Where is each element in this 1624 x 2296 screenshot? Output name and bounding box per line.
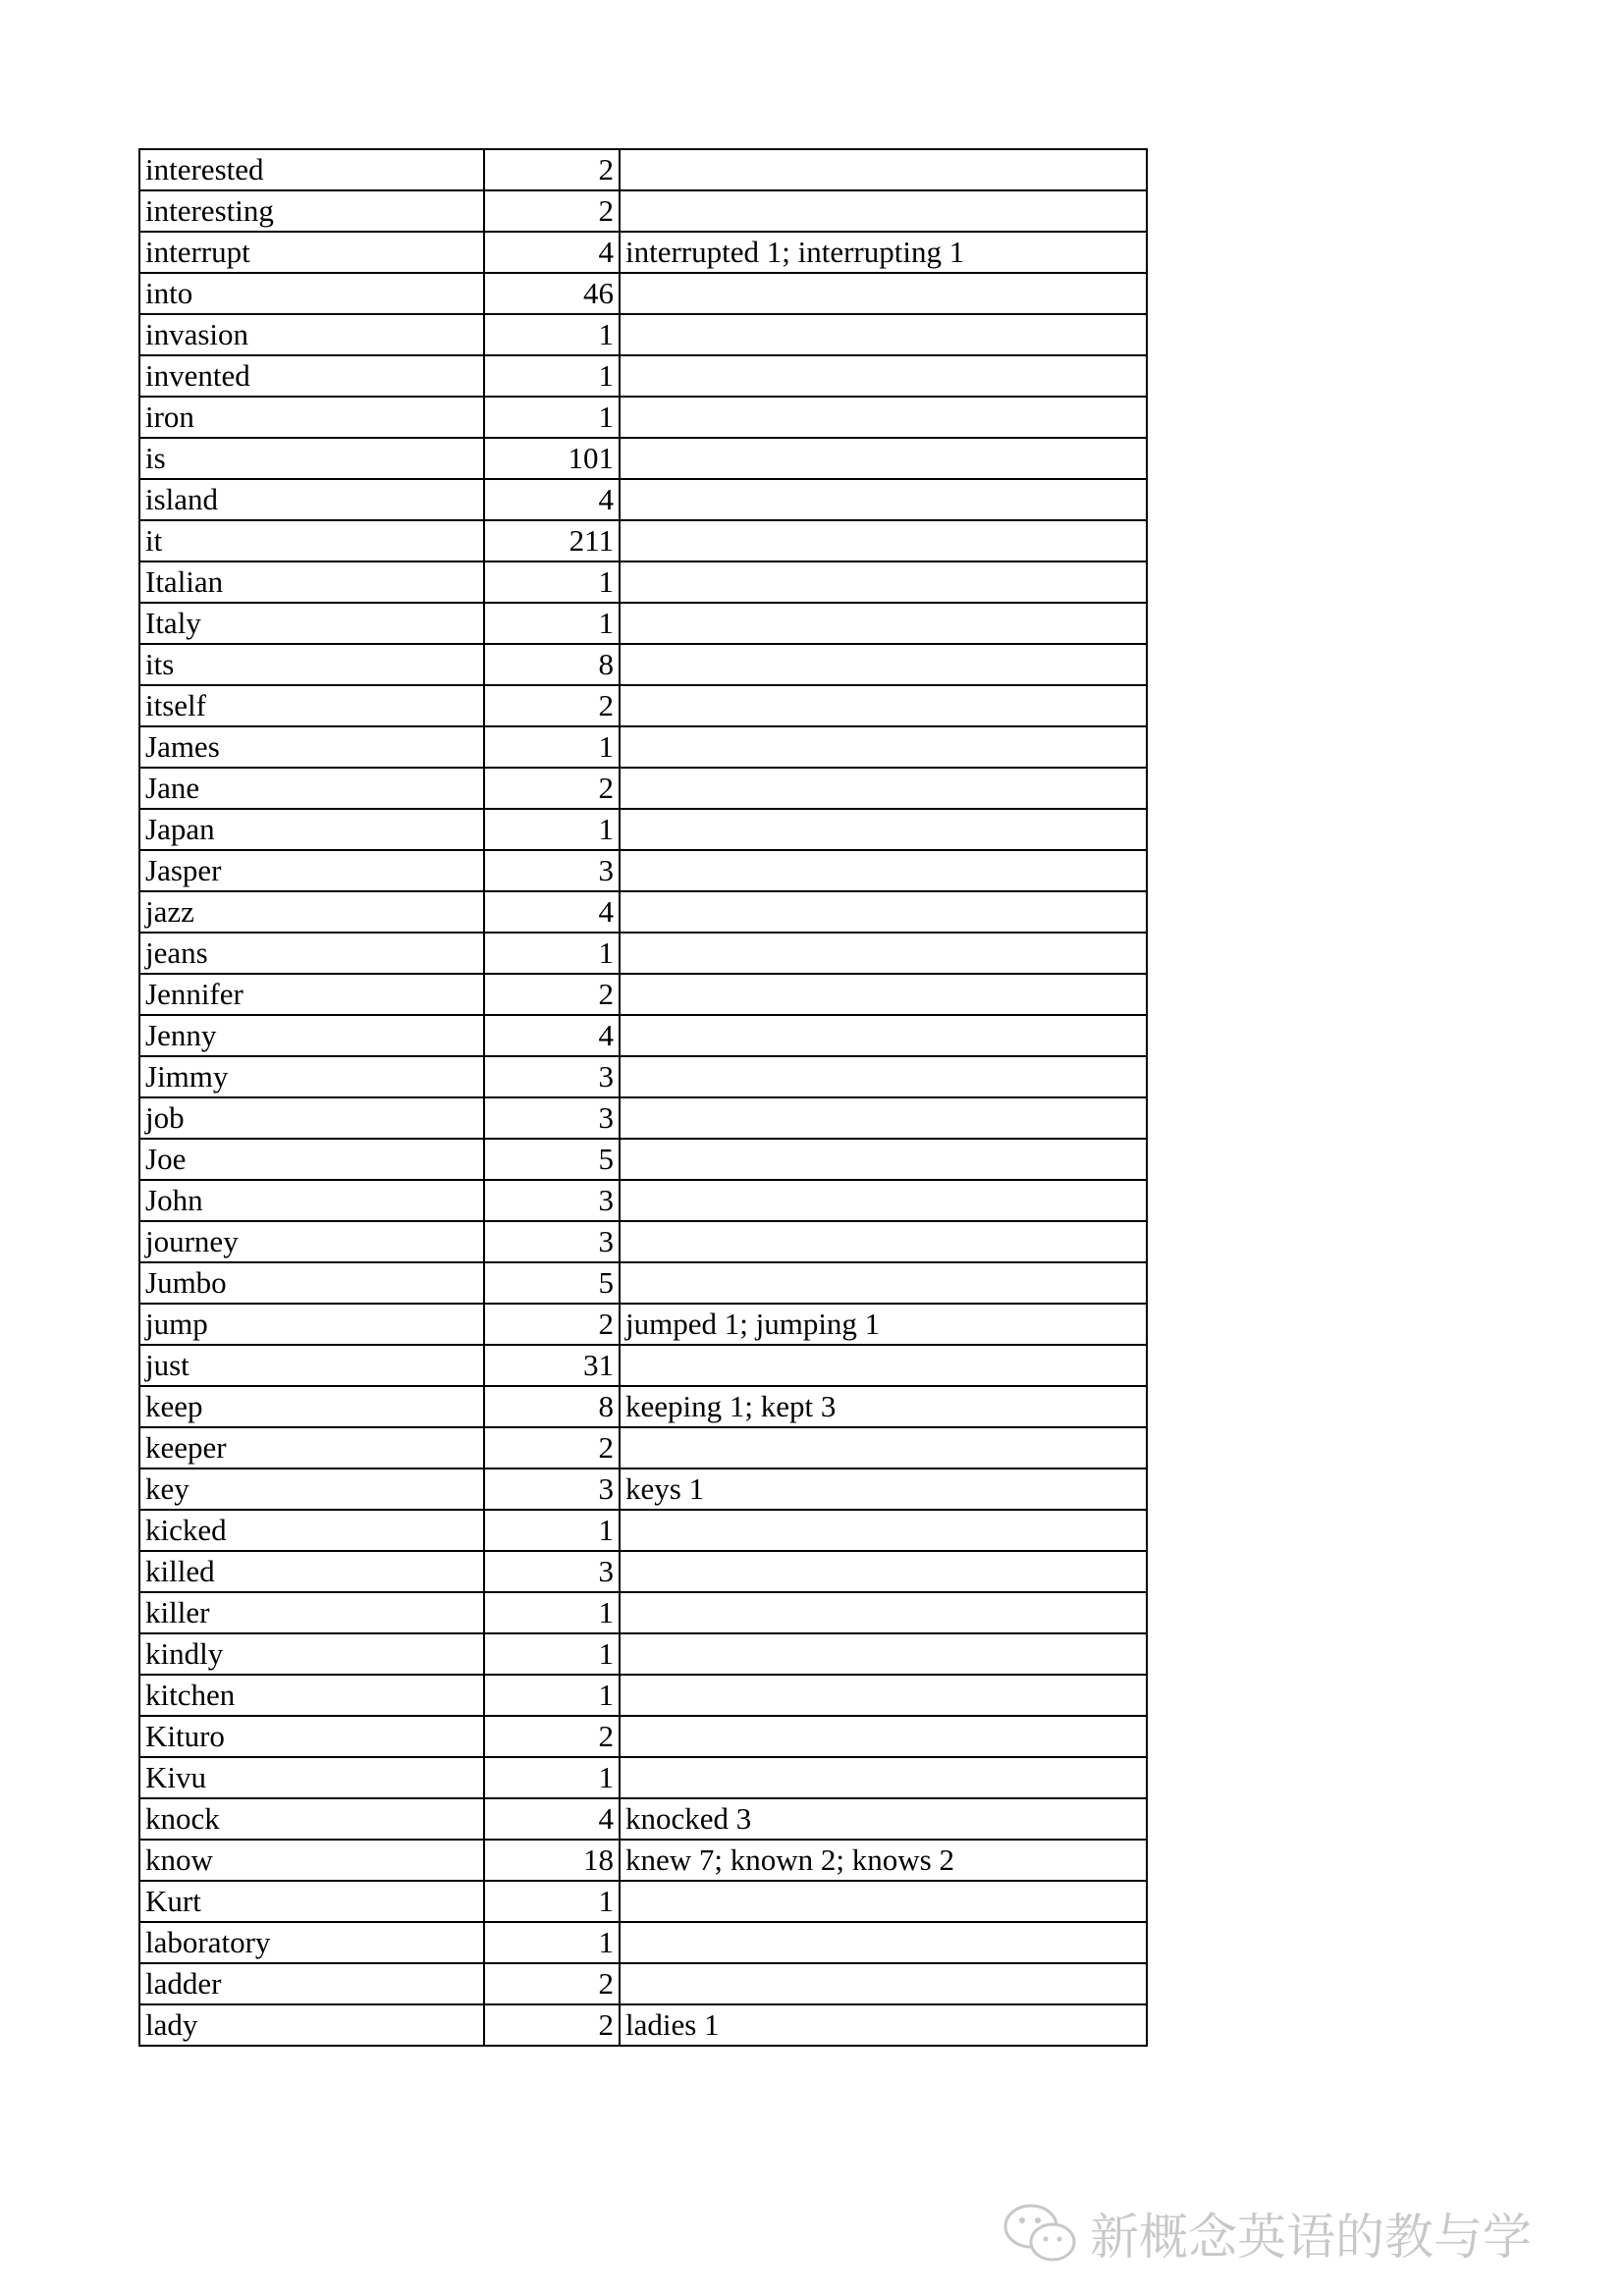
forms-cell [620,891,1147,933]
count-cell: 1 [484,726,620,768]
table-row [139,1798,1147,1840]
word-cell: itself [139,685,484,726]
count-cell: 3 [484,850,620,891]
table-row [139,1510,1147,1551]
word-cell: lady [139,2004,484,2046]
forms-cell [620,1015,1147,1056]
word-cell: interrupt [139,232,484,273]
count-cell: 4 [484,479,620,520]
table-row [139,355,1147,397]
table-row [139,768,1147,809]
forms-cell [620,355,1147,397]
count-cell: 46 [484,273,620,314]
table-row [139,314,1147,355]
table-row [139,1056,1147,1097]
table-row [139,1180,1147,1221]
count-cell: 101 [484,438,620,479]
forms-cell [620,1056,1147,1097]
watermark-text: 新概念英语的教与学 [1090,2209,1532,2266]
count-cell: 18 [484,1840,620,1881]
count-cell: 5 [484,1139,620,1180]
table-row [139,561,1147,603]
table-row [139,1963,1147,2004]
forms-cell [620,520,1147,561]
word-cell: kicked [139,1510,484,1551]
count-cell: 1 [484,1881,620,1922]
table-row [139,438,1147,479]
forms-cell [620,1139,1147,1180]
forms-cell [620,1510,1147,1551]
count-cell: 2 [484,2004,620,2046]
count-cell: 1 [484,397,620,438]
table-row [139,1304,1147,1345]
count-cell: 1 [484,1592,620,1633]
word-cell: interesting [139,190,484,232]
table-row [139,1221,1147,1262]
word-cell: laboratory [139,1922,484,1963]
forms-cell [620,190,1147,232]
word-cell: Kurt [139,1881,484,1922]
forms-cell [620,1345,1147,1386]
table-row [139,1427,1147,1468]
count-cell: 2 [484,768,620,809]
forms-cell [620,933,1147,974]
word-cell: Italian [139,561,484,603]
table-row [139,809,1147,850]
word-cell: its [139,644,484,685]
table-row [139,644,1147,685]
table-row [139,1551,1147,1592]
table-row [139,1345,1147,1386]
forms-cell [620,1963,1147,2004]
table-row [139,1386,1147,1427]
word-cell: jeans [139,933,484,974]
forms-cell [620,603,1147,644]
word-cell: key [139,1468,484,1510]
forms-cell [620,1757,1147,1798]
word-cell: it [139,520,484,561]
forms-cell [620,1551,1147,1592]
word-cell: know [139,1840,484,1881]
forms-cell [620,1675,1147,1716]
word-cell: killer [139,1592,484,1633]
forms-cell [620,1716,1147,1757]
word-cell: Jane [139,768,484,809]
wechat-icon [1001,2199,1080,2268]
count-cell: 2 [484,685,620,726]
table-row [139,933,1147,974]
count-cell: 1 [484,1633,620,1675]
table-row [139,603,1147,644]
word-cell: jazz [139,891,484,933]
table-row [139,1015,1147,1056]
count-cell: 5 [484,1262,620,1304]
word-cell: keeper [139,1427,484,1468]
word-frequency-table [138,148,1148,2047]
count-cell: 1 [484,561,620,603]
count-cell: 1 [484,1510,620,1551]
table-row [139,1922,1147,1963]
word-cell: knock [139,1798,484,1840]
count-cell: 2 [484,1963,620,2004]
word-cell: Italy [139,603,484,644]
forms-cell [620,1592,1147,1633]
forms-cell: keeping 1; kept 3 [620,1386,1147,1427]
forms-cell: keys 1 [620,1468,1147,1510]
forms-cell [620,1427,1147,1468]
count-cell: 3 [484,1468,620,1510]
word-cell: Kivu [139,1757,484,1798]
word-cell: into [139,273,484,314]
table-row [139,149,1147,190]
count-cell: 3 [484,1097,620,1139]
count-cell: 1 [484,355,620,397]
forms-cell [620,1221,1147,1262]
forms-cell: jumped 1; jumping 1 [620,1304,1147,1345]
table-row [139,520,1147,561]
count-cell: 8 [484,644,620,685]
forms-cell [620,314,1147,355]
word-cell: Jumbo [139,1262,484,1304]
word-cell: iron [139,397,484,438]
forms-cell [620,809,1147,850]
word-cell: Jennifer [139,974,484,1015]
word-cell: invasion [139,314,484,355]
word-cell: Joe [139,1139,484,1180]
forms-cell [620,273,1147,314]
count-cell: 3 [484,1221,620,1262]
forms-cell [620,1180,1147,1221]
count-cell: 2 [484,1716,620,1757]
word-cell: Kituro [139,1716,484,1757]
word-cell: James [139,726,484,768]
forms-cell: knew 7; known 2; knows 2 [620,1840,1147,1881]
forms-cell [620,1633,1147,1675]
forms-cell [620,974,1147,1015]
word-cell: journey [139,1221,484,1262]
table-row [139,1633,1147,1675]
count-cell: 31 [484,1345,620,1386]
table-row [139,2004,1147,2046]
forms-cell [620,685,1147,726]
table-row [139,273,1147,314]
table-row [139,1840,1147,1881]
count-cell: 2 [484,149,620,190]
count-cell: 2 [484,190,620,232]
count-cell: 2 [484,1304,620,1345]
forms-cell [620,561,1147,603]
word-cell: job [139,1097,484,1139]
word-cell: Jenny [139,1015,484,1056]
forms-cell [620,1881,1147,1922]
count-cell: 4 [484,232,620,273]
word-cell: Jasper [139,850,484,891]
word-cell: Jimmy [139,1056,484,1097]
word-cell: Japan [139,809,484,850]
watermark [1001,2194,1532,2272]
forms-cell [620,1922,1147,1963]
count-cell: 1 [484,933,620,974]
word-cell: killed [139,1551,484,1592]
table-row [139,479,1147,520]
count-cell: 4 [484,1798,620,1840]
word-cell: John [139,1180,484,1221]
forms-cell: interrupted 1; interrupting 1 [620,232,1147,273]
count-cell: 1 [484,603,620,644]
table-body [139,149,1147,2046]
forms-cell: knocked 3 [620,1798,1147,1840]
forms-cell [620,726,1147,768]
count-cell: 1 [484,1757,620,1798]
forms-cell [620,768,1147,809]
table-row [139,397,1147,438]
word-cell: keep [139,1386,484,1427]
count-cell: 3 [484,1180,620,1221]
table-row [139,1139,1147,1180]
count-cell: 1 [484,1675,620,1716]
count-cell: 1 [484,809,620,850]
table-row [139,232,1147,273]
word-cell: invented [139,355,484,397]
forms-cell [620,397,1147,438]
table-row [139,1592,1147,1633]
word-cell: just [139,1345,484,1386]
table-row [139,974,1147,1015]
forms-cell [620,438,1147,479]
table-row [139,726,1147,768]
table-row [139,1097,1147,1139]
count-cell: 211 [484,520,620,561]
forms-cell: ladies 1 [620,2004,1147,2046]
count-cell: 1 [484,1922,620,1963]
table-row [139,850,1147,891]
forms-cell [620,479,1147,520]
forms-cell [620,1097,1147,1139]
word-cell: interested [139,149,484,190]
count-cell: 4 [484,1015,620,1056]
count-cell: 4 [484,891,620,933]
forms-cell [620,644,1147,685]
count-cell: 3 [484,1056,620,1097]
table-row [139,1881,1147,1922]
word-cell: is [139,438,484,479]
word-cell: kitchen [139,1675,484,1716]
table-row [139,1675,1147,1716]
word-cell: kindly [139,1633,484,1675]
count-cell: 2 [484,974,620,1015]
table-row [139,1262,1147,1304]
count-cell: 3 [484,1551,620,1592]
table-row [139,190,1147,232]
count-cell: 8 [484,1386,620,1427]
word-cell: island [139,479,484,520]
table-row [139,891,1147,933]
table-row [139,1468,1147,1510]
table-row [139,1716,1147,1757]
table-row [139,1757,1147,1798]
count-cell: 1 [484,314,620,355]
forms-cell [620,149,1147,190]
word-cell: jump [139,1304,484,1345]
forms-cell [620,1262,1147,1304]
table-row [139,685,1147,726]
forms-cell [620,850,1147,891]
count-cell: 2 [484,1427,620,1468]
word-cell: ladder [139,1963,484,2004]
